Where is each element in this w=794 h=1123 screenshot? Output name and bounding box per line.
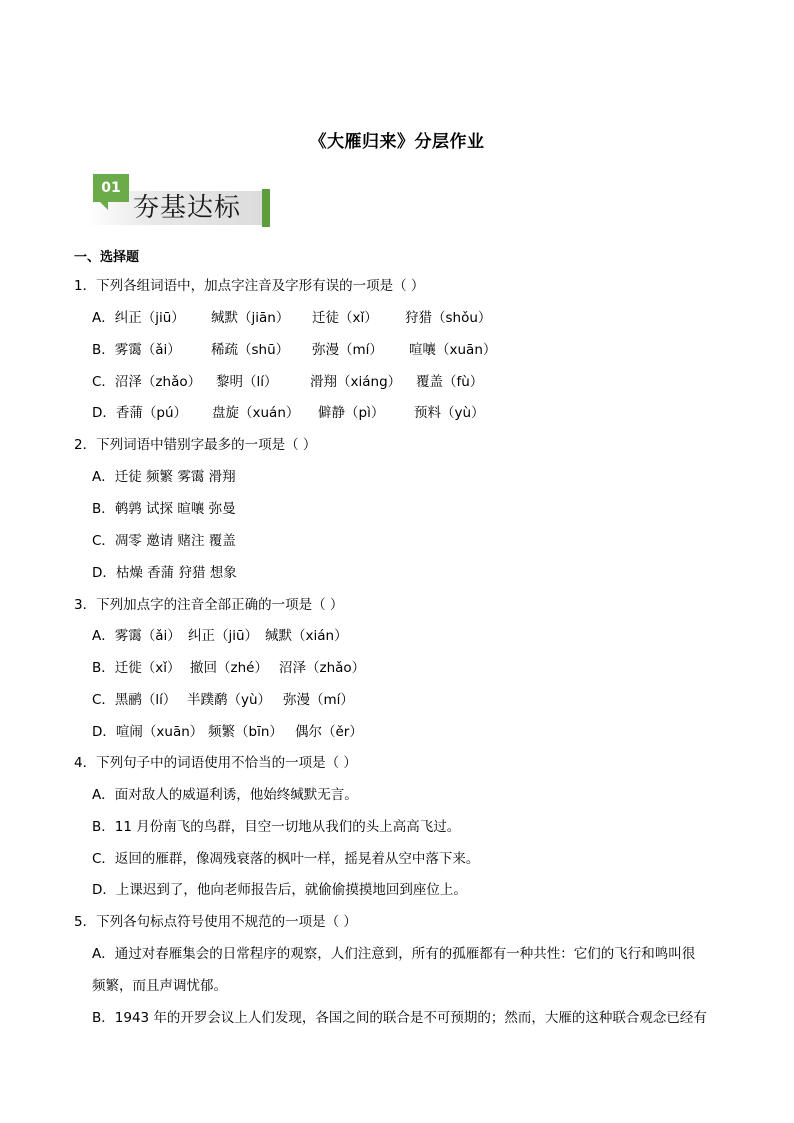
q5-option-line: B．1943 年的开罗会议上人们发现，各国之间的联合是不可预期的；然而，大雁的这种联合观念已经有 — [92, 1010, 707, 1026]
q1-option: B．雾霭（ǎi） — [92, 342, 181, 358]
q4-option: D．上课迟到了，他向老师报告后，就偷偷摸摸地回到座位上。 — [92, 882, 467, 898]
q4-option: A．面对敌人的威逼利诱，他始终缄默无言。 — [92, 787, 358, 803]
q1-option: 喧嚷（xuān） — [409, 342, 497, 358]
q1-option: 盘旋（xuán） — [212, 405, 300, 421]
q1-option: 弥漫（mí） — [312, 342, 383, 358]
q1-option: 黎明（lí） — [216, 374, 278, 390]
q3-option: D．喧闹（xuān） — [92, 724, 204, 740]
speech-tail-icon — [100, 202, 108, 210]
question-5-stem: 5．下列各句标点符号使用不规范的一项是（ ） — [74, 914, 357, 930]
q3-option: 撤回（zhé） — [190, 660, 268, 676]
q5-option-line: 频繁，而且声调忧郁。 — [92, 978, 227, 994]
question-1-stem: 1．下列各组词语中，加点字注音及字形有误的一项是（ ） — [74, 278, 425, 294]
q1-option: 狩猎（shǒu） — [405, 310, 492, 326]
q2-option: A．迁徒 频繁 雾霭 滑翔 — [92, 469, 236, 485]
q4-option: B．11 月份南飞的鸟群，目空一切地从我们的头上高高飞过。 — [92, 819, 461, 835]
q2-option: D．枯燥 香蒲 狩猎 想象 — [92, 565, 237, 581]
q3-option: 纠正（jiū） — [188, 628, 259, 644]
badge-text: 夯基达标 — [133, 193, 242, 223]
q2-option: B．鹌鹑 试探 暄嚷 弥曼 — [92, 501, 236, 517]
q3-option: 缄默（xián） — [265, 628, 348, 644]
q1-option: C．沼泽（zhǎo） — [92, 374, 202, 390]
q1-option: 僻静（pì） — [318, 405, 385, 421]
q1-option: 缄默（jiān） — [211, 310, 290, 326]
question-4-stem: 4．下列句子中的词语使用不恰当的一项是（ ） — [74, 755, 357, 771]
section-heading: 一、选择题 — [74, 250, 140, 265]
q3-option: 半蹼鹬（yù） — [187, 692, 272, 708]
q5-option-line: A．通过对春雁集会的日常程序的观察，人们注意到，所有的孤雁都有一种共性：它们的飞行和鸣叫很 — [92, 946, 696, 962]
q1-option: 滑翔（xiáng） — [310, 374, 402, 390]
q1-option: A．纠正（jiū） — [92, 310, 185, 326]
page-title: 《大雁归来》分层作业 — [309, 132, 485, 152]
question-3-stem: 3．下列加点字的注音全部正确的一项是（ ） — [74, 597, 344, 613]
q1-option: 迁徒（xǐ） — [312, 310, 378, 326]
q1-option: 预料（yù） — [414, 405, 485, 421]
q1-option: 覆盖（fù） — [416, 374, 484, 390]
q1-option: D．香蒲（pú） — [92, 405, 188, 421]
q3-option: C．黑鹂（lí） — [92, 692, 177, 708]
q2-option: C．凋零 邀请 赌注 覆盖 — [92, 533, 236, 549]
badge-number: 01 — [93, 174, 129, 202]
question-2-stem: 2．下列词语中错别字最多的一项是（ ） — [74, 437, 317, 453]
q3-option: 弥漫（mí） — [283, 692, 354, 708]
q1-option: 稀疏（shū） — [211, 342, 290, 358]
q3-option: 偶尔（ěr） — [295, 724, 363, 740]
q4-option: C．返回的雁群，像凋残衰落的枫叶一样，摇晃着从空中落下来。 — [92, 851, 480, 867]
section-badge — [86, 173, 272, 229]
q3-option: B．迁徙（xǐ） — [92, 660, 181, 676]
q3-option: 频繁（bīn） — [208, 724, 283, 740]
q3-option: 沼泽（zhǎo） — [279, 660, 366, 676]
q3-option: A．雾霭（ǎi） — [92, 628, 181, 644]
badge-accent-bar — [262, 189, 270, 227]
